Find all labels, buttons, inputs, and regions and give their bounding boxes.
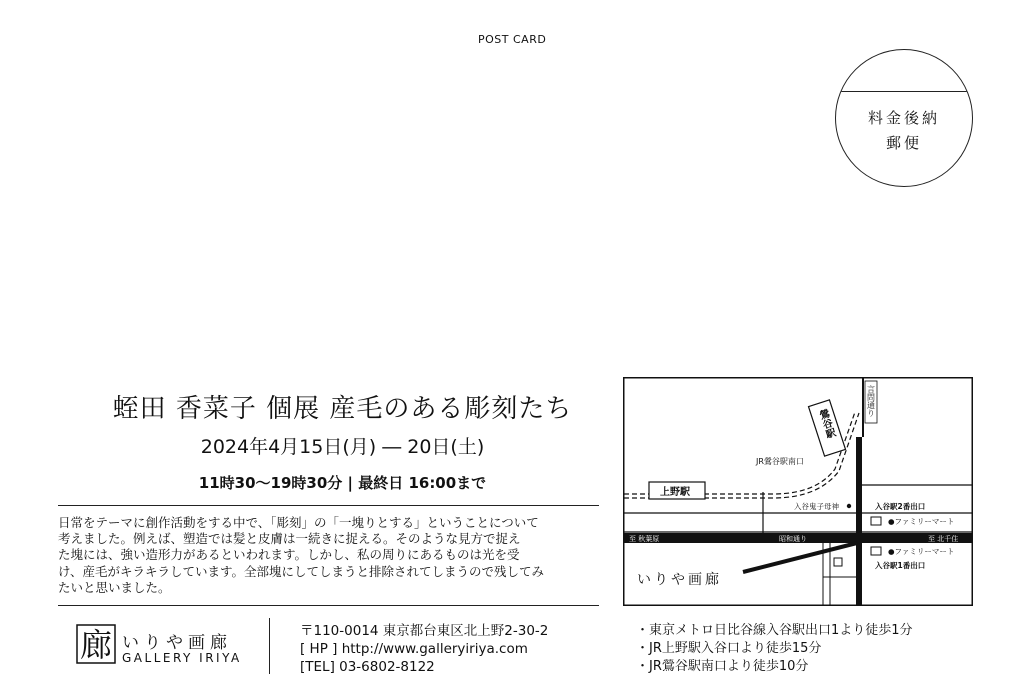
divider-bottom <box>58 605 599 606</box>
gallery-marker <box>834 558 842 566</box>
access-map <box>623 377 973 606</box>
street-label-kototoi: 言問通り <box>866 385 876 417</box>
station-uguisudani: 鶯谷駅 <box>815 408 836 441</box>
gallery-logo-icon <box>74 622 118 666</box>
exhibition-hours: 11時30〜19時30分 | 最終日 16:00まで <box>198 474 487 492</box>
exhibition-dates: 2024年4月15日(月) ― 20日(土) <box>200 436 485 458</box>
artist-statement <box>58 515 603 596</box>
access-line: ・JR鶯谷駅南口より徒歩10分 <box>636 659 809 674</box>
stamp-text <box>836 106 972 156</box>
station-ueno: 上野駅 <box>660 487 690 498</box>
stamp-line-1: 料金後納 <box>867 109 940 127</box>
access-directions <box>636 622 913 676</box>
homepage-link[interactable]: [ HP ] http://www.galleryiriya.com <box>300 641 528 657</box>
footer-separator <box>269 618 270 674</box>
map-label-familymart: ●ファミリーマート <box>888 517 955 526</box>
map-label-showa: 昭和通り <box>779 535 807 543</box>
gallery-address <box>300 622 548 676</box>
access-line: ・JR上野駅入谷口より徒歩15分 <box>636 641 822 656</box>
map-label-gallery: いりや画廊 <box>637 572 722 588</box>
divider-top <box>58 505 599 506</box>
access-line: ・東京メトロ日比谷線入谷駅出口1より徒歩1分 <box>636 623 913 638</box>
statement-line: 日常をテーマに創作活動をする中で、「彫刻」の「一塊りとする」ということについて <box>58 515 539 530</box>
map-label-kitasenju: 至 北千住 <box>928 535 959 543</box>
map-label-exit1: 入谷駅1番出口 <box>875 561 926 570</box>
map-label-kishimojin: 入谷鬼子母神 <box>794 502 839 511</box>
map-label-akihabara: 至 秋葉原 <box>629 535 660 543</box>
stamp-line-2: 郵便 <box>885 134 922 152</box>
map-label-familymart: ●ファミリーマート <box>888 547 955 556</box>
convenience-store-icon <box>871 547 881 555</box>
statement-line: け、産毛がキラキラしています。全部塊にしてしまうと排除されてしまうので残してみ <box>58 563 545 579</box>
statement-line: たいと思いました。 <box>58 579 171 595</box>
phone-number: [TEL] 03-6802-8122 <box>300 659 435 675</box>
map-label-jr-exit: JR鶯谷駅南口 <box>756 457 804 466</box>
postal-address: 〒110-0014 東京都台東区北上野2-30-2 <box>300 623 549 639</box>
gallery-name-en: GALLERY IRIYA <box>122 651 242 665</box>
postage-stamp-circle <box>835 49 973 187</box>
logo-glyph: 廊 <box>79 626 113 664</box>
kishimojin-dot <box>847 504 851 508</box>
postcard-label: POST CARD <box>478 33 547 46</box>
map-label-exit2: 入谷駅2番出口 <box>875 502 926 511</box>
stamp-divider <box>836 91 972 92</box>
gallery-name-jp: いりや画廊 <box>122 633 232 653</box>
convenience-store-icon <box>871 517 881 525</box>
statement-line: た塊には、強い造形力があるといわれます。しかし、私の周りにあるものは光を受 <box>58 547 520 563</box>
statement-line: 考えました。例えば、塑造では髪と皮膚は一続きに捉える。そのような見方で捉え <box>58 531 521 547</box>
exhibition-title: 蛭田 香菜子 個展 産毛のある彫刻たち <box>112 394 573 424</box>
